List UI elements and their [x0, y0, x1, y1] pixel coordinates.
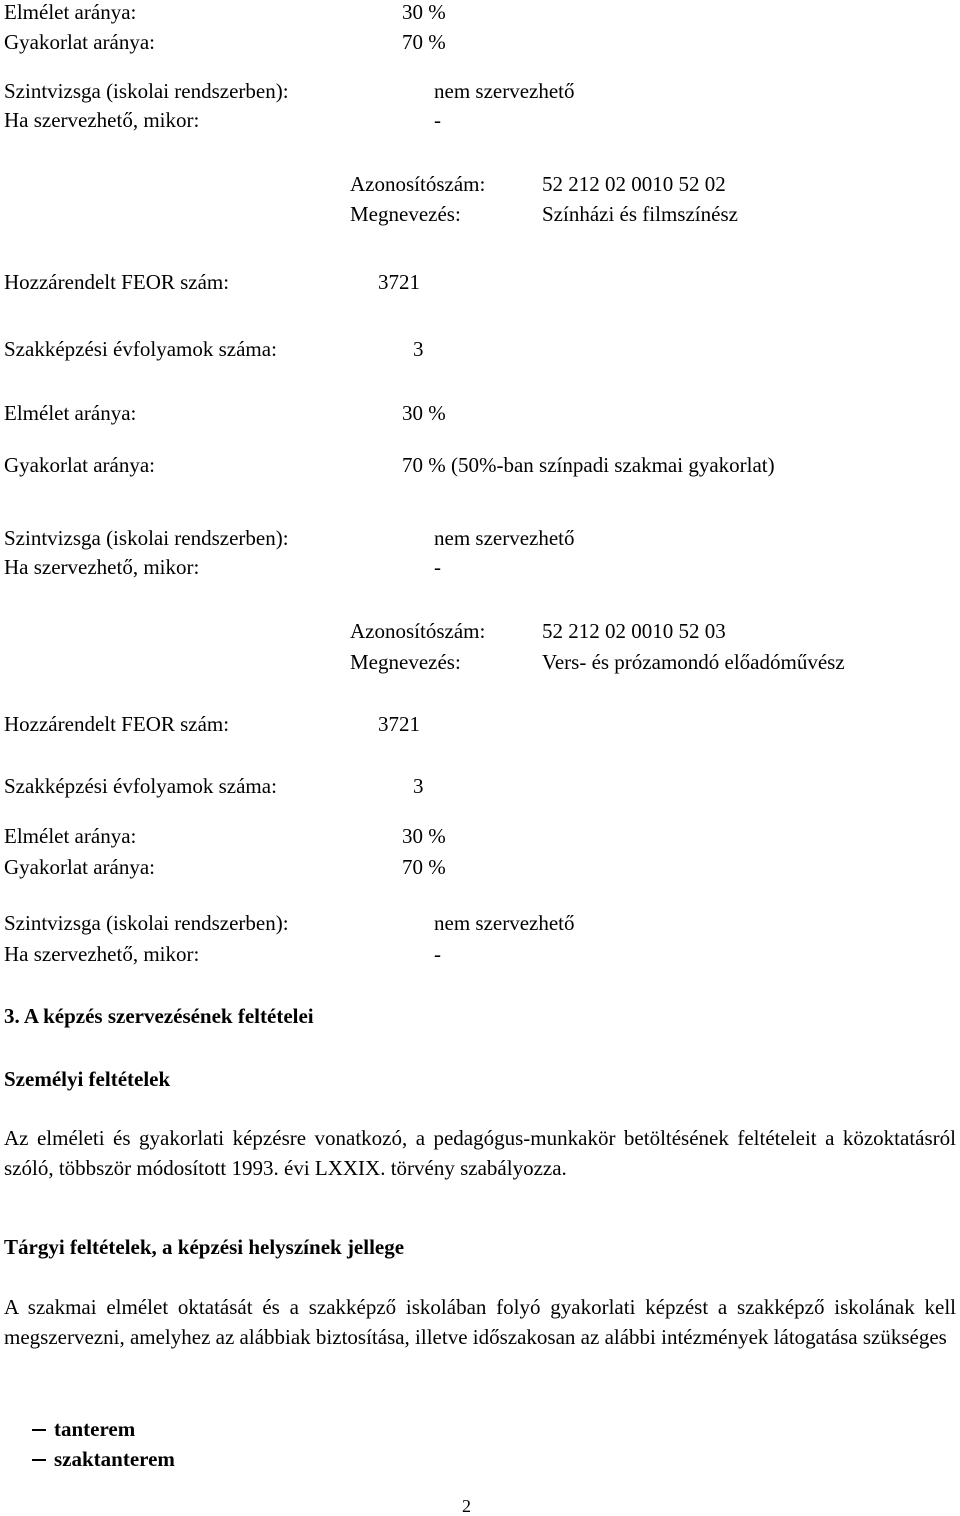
- elmelet-label: Elmélet aránya:: [4, 824, 137, 848]
- szintvizsga-value: nem szervezhető: [434, 911, 575, 935]
- evfolyam-label: Szakképzési évfolyamok száma:: [4, 774, 277, 798]
- gyakorlat-label: Gyakorlat aránya:: [4, 855, 156, 879]
- list-dash: [32, 1459, 46, 1461]
- gyakorlat-label: Gyakorlat aránya:: [4, 453, 156, 477]
- mikor-value: -: [434, 942, 441, 966]
- mikor-label: Ha szervezhető, mikor:: [4, 942, 200, 966]
- elmelet-value: 30 %: [402, 824, 446, 848]
- mikor-value: -: [434, 108, 441, 132]
- szintvizsga-value: nem szervezhető: [434, 526, 575, 550]
- szintvizsga-value: nem szervezhető: [434, 79, 575, 103]
- mikor-label: Ha szervezhető, mikor:: [4, 108, 200, 132]
- list-item: tanterem: [54, 1417, 136, 1441]
- personal-conditions-text: Az elméleti és gyakorlati képzésre vonatkozó, a pedagógus-munkakör betöltésének feltételeit a közoktatásról szóló, többször módosított 1993. évi LXXIX. törvény szabályozza.: [4, 1126, 956, 1180]
- section-heading: 3. A képzés szervezésének feltételei: [4, 1004, 314, 1028]
- feor-label: Hozzárendelt FEOR szám:: [4, 270, 230, 294]
- elmelet-label: Elmélet aránya:: [4, 0, 137, 24]
- gyakorlat-value: 70 %: [402, 855, 446, 879]
- material-conditions-text: A szakmai elmélet oktatását és a szakképző iskolában folyó gyakorlati képzést a szakképző iskolának kell megszervezni, amelyhez az alábbiak biztosítása, illetve időszakosan az alábbi intézmények látogatása szükséges: [4, 1295, 956, 1349]
- gyakorlat-value: 70 % (50%-ban színpadi szakmai gyakorlat): [402, 453, 775, 477]
- azonosito-label: Azonosítószám:: [350, 619, 486, 643]
- elmelet-value: 30 %: [402, 401, 446, 425]
- list-item: szaktanterem: [54, 1447, 175, 1471]
- megnevezes-value: Vers- és prózamondó előadóművész: [542, 650, 845, 674]
- mikor-label: Ha szervezhető, mikor:: [4, 555, 200, 579]
- personal-conditions-heading: Személyi feltételek: [4, 1067, 171, 1091]
- evfolyam-label: Szakképzési évfolyamok száma:: [4, 337, 277, 361]
- szintvizsga-label: Szintvizsga (iskolai rendszerben):: [4, 911, 289, 935]
- mikor-value: -: [434, 555, 441, 579]
- elmelet-value: 30 %: [402, 0, 446, 24]
- megnevezes-label: Megnevezés:: [350, 650, 461, 674]
- evfolyam-value: 3: [413, 774, 424, 798]
- gyakorlat-label: Gyakorlat aránya:: [4, 30, 156, 54]
- material-conditions-heading: Tárgyi feltételek, a képzési helyszínek jellege: [4, 1235, 405, 1259]
- feor-label: Hozzárendelt FEOR szám:: [4, 712, 230, 736]
- feor-value: 3721: [378, 270, 420, 294]
- evfolyam-value: 3: [413, 337, 424, 361]
- szintvizsga-label: Szintvizsga (iskolai rendszerben):: [4, 79, 289, 103]
- megnevezes-value: Színházi és filmszínész: [542, 202, 738, 226]
- feor-value: 3721: [378, 712, 420, 736]
- azonosito-label: Azonosítószám:: [350, 172, 486, 196]
- azonosito-value: 52 212 02 0010 52 02: [542, 172, 726, 196]
- list-dash: [32, 1429, 46, 1431]
- gyakorlat-value: 70 %: [402, 30, 446, 54]
- megnevezes-label: Megnevezés:: [350, 202, 461, 226]
- elmelet-label: Elmélet aránya:: [4, 401, 137, 425]
- page-number: 2: [462, 1496, 471, 1516]
- szintvizsga-label: Szintvizsga (iskolai rendszerben):: [4, 526, 289, 550]
- azonosito-value: 52 212 02 0010 52 03: [542, 619, 726, 643]
